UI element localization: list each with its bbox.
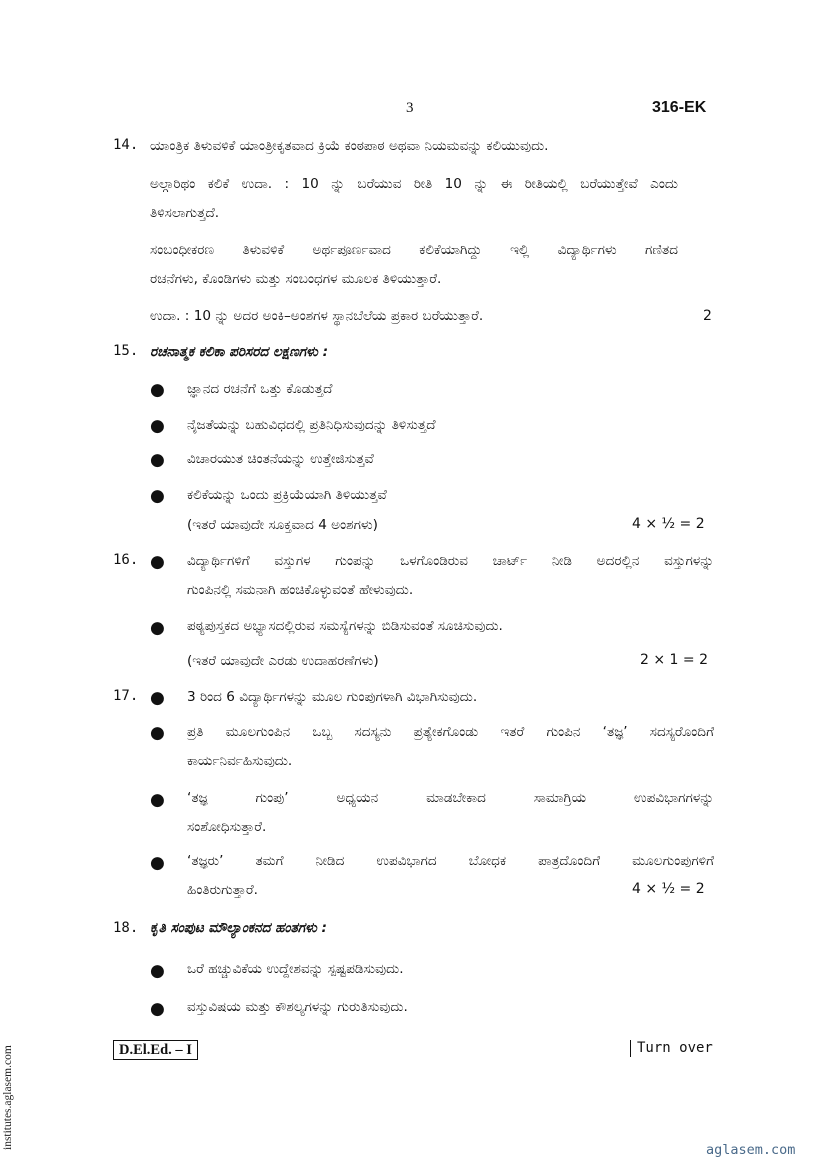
list-item: ಪ್ರತಿ ಮೂಲಗುಂಪಿನ ಒಬ್ಬ ಸದಸ್ಯನು ಪ್ರತ್ಯೇಕಗೊಂಡು ಇತರೆ ಗುಂಪಿನ ‘ತಜ್ಞ’ ಸದಸ್ಯರೊಂದಿಗೆ — [187, 724, 714, 740]
list-item: ವಿದ್ಯಾರ್ಥಿಗಳಿಗೆ ವಸ್ತುಗಳ ಗುಂಪನ್ನು ಒಳಗೊಂಡಿರುವ ಚಾರ್ಟ್ ನೀಡಿ ಅದರಲ್ಲಿನ ವಸ್ತುಗಳನ್ನು — [187, 553, 714, 569]
marks: 4 × ½ = 2 — [632, 881, 705, 897]
bullet-icon: ● — [150, 416, 165, 436]
paper-code: 316-EK — [652, 99, 707, 116]
course-code-box: D.El.Ed. – I — [113, 1040, 198, 1060]
bullet-icon: ● — [150, 853, 165, 873]
q14-line: ರಚನೆಗಳು, ಕೊಂಡಿಗಳು ಮತ್ತು ಸಂಬಂಧಗಳ ಮೂಲಕ ತಿಳಿಯುತ್ತಾರೆ. — [150, 271, 442, 287]
marks: 4 × ½ = 2 — [632, 516, 705, 532]
bullet-icon: ● — [150, 552, 165, 572]
list-item: ಕಾರ್ಯನಿರ್ವಹಿಸುವುದು. — [187, 753, 293, 769]
q15-heading: ರಚನಾತ್ಮಕ ಕಲಿಕಾ ಪರಿಸರದ ಲಕ್ಷಣಗಳು : — [150, 344, 329, 360]
list-item: ವಿಚಾರಯುತ ಚಿಂತನೆಯನ್ನು ಉತ್ತೇಜಿಸುತ್ತವೆ — [187, 451, 374, 467]
q14-line: ಯಾಂತ್ರಿಕ ತಿಳುವಳಿಕೆ ಯಾಂತ್ರೀಕೃತವಾದ ಕ್ರಿಯೆ ಕಂಠಪಾಠ ಅಥವಾ ನಿಯಮವನ್ನು ಕಲಿಯುವುದು. — [150, 138, 549, 154]
bullet-icon: ● — [150, 961, 165, 981]
list-item: 3 ರಿಂದ 6 ವಿದ್ಯಾರ್ಥಿಗಳನ್ನು ಮೂಲ ಗುಂಪುಗಳಾಗಿ ವಿಭಾಗಿಸುವುದು. — [187, 689, 478, 705]
bullet-icon: ● — [150, 618, 165, 638]
list-item: ‘ತಜ್ಞ ಗುಂಪು’ ಅಧ್ಯಯನ ಮಾಡಬೇಕಾದ ಸಾಮಾಗ್ರಿಯ ಉಪವಿಭಾಗಗಳನ್ನು — [187, 790, 714, 806]
q14-line: ಅಲ್ಗಾರಿಥಂ ಕಲಿಕೆ ಉದಾ. : 10 ನ್ನು ಬರೆಯುವ ರೀತಿ 10 ನ್ನು ಈ ರೀತಿಯಲ್ಲಿ ಬರೆಯುತ್ತೇವೆ ಎಂದು — [150, 176, 678, 192]
marks: 2 × 1 = 2 — [640, 652, 708, 668]
list-item: ನೈಜತೆಯನ್ನು ಬಹುವಿಧದಲ್ಲಿ ಪ್ರತಿನಿಧಿಸುವುದನ್ನು ತಿಳಿಸುತ್ತದೆ — [187, 417, 436, 433]
list-item: ಗುಂಪಿನಲ್ಲಿ ಸಮನಾಗಿ ಹಂಚಿಕೊಳ್ಳುವಂತೆ ಹೇಳುವುದು. — [187, 582, 414, 598]
list-item: ಜ್ಞಾನದ ರಚನೆಗೆ ಒತ್ತು ಕೊಡುತ್ತದೆ — [187, 381, 333, 397]
question-number: 17. — [113, 688, 139, 704]
turn-over-label: Turn over — [630, 1040, 713, 1057]
side-url: institutes.aglasem.com — [2, 1045, 14, 1150]
q15-note: (ಇತರೆ ಯಾವುದೇ ಸೂಕ್ತವಾದ 4 ಅಂಶಗಳು) — [187, 517, 378, 533]
bullet-icon: ● — [150, 450, 165, 470]
list-item: ಒರೆ ಹಚ್ಚುವಿಕೆಯ ಉದ್ದೇಶವನ್ನು ಸ್ಪಷ್ಟಪಡಿಸುವುದು. — [187, 961, 404, 977]
question-number: 18. — [113, 920, 139, 936]
q16-note: (ಇತರೆ ಯಾವುದೇ ಎರಡು ಉದಾಹರಣೆಗಳು) — [187, 653, 379, 669]
list-item: ವಸ್ತುವಿಷಯ ಮತ್ತು ಕೌಶಲ್ಯಗಳನ್ನು ಗುರುತಿಸುವುದು. — [187, 999, 408, 1015]
watermark: aglasem.com — [706, 1142, 796, 1158]
bullet-icon: ● — [150, 688, 165, 708]
list-item: ಸಂಶೋಧಿಸುತ್ತಾರೆ. — [187, 819, 267, 835]
question-number: 15. — [113, 343, 139, 359]
list-item: ಹಿಂತಿರುಗುತ್ತಾರೆ. — [187, 882, 258, 898]
bullet-icon: ● — [150, 790, 165, 810]
list-item: ‘ತಜ್ಞರು’ ತಮಗೆ ನೀಡಿದ ಉಪವಿಭಾಗದ ಬೋಧಕ ಪಾತ್ರದೊಂದಿಗೆ ಮೂಲಗುಂಪುಗಳಿಗೆ — [187, 853, 714, 869]
marks: 2 — [703, 308, 712, 324]
list-item: ಕಲಿಕೆಯನ್ನು ಒಂದು ಪ್ರಕ್ರಿಯೆಯಾಗಿ ತಿಳಿಯುತ್ತವೆ — [187, 487, 387, 503]
q14-line: ತಿಳಿಸಲಾಗುತ್ತದೆ. — [150, 205, 220, 221]
question-number: 16. — [113, 552, 139, 568]
q14-line: ಉದಾ. : 10 ನ್ನು ಅದರ ಅಂಕಿ–ಅಂಶಗಳ ಸ್ಥಾನಬೆಲೆಯ ಪ್ರಕಾರ ಬರೆಯುತ್ತಾರೆ. — [150, 308, 484, 324]
list-item: ಪಠ್ಯಪುಸ್ತಕದ ಅಭ್ಯಾಸದಲ್ಲಿರುವ ಸಮಸ್ಯೆಗಳನ್ನು ಬಿಡಿಸುವಂತೆ ಸೂಚಿಸುವುದು. — [187, 618, 503, 634]
question-number: 14. — [113, 137, 139, 153]
bullet-icon: ● — [150, 486, 165, 506]
q18-heading: ಕೃತಿ ಸಂಪುಟ ಮೌಲ್ಯಾಂಕನದ ಹಂತಗಳು : — [150, 920, 327, 936]
page-number: 3 — [406, 100, 414, 116]
q14-line: ಸಂಬಂಧೀಕರಣ ತಿಳುವಳಿಕೆ ಅರ್ಥಪೂರ್ಣವಾದ ಕಲಿಕೆಯಾಗಿದ್ದು ಇಲ್ಲಿ ವಿದ್ಯಾರ್ಥಿಗಳು ಗಣಿತದ — [150, 242, 678, 258]
bullet-icon: ● — [150, 380, 165, 400]
bullet-icon: ● — [150, 999, 165, 1019]
bullet-icon: ● — [150, 723, 165, 743]
